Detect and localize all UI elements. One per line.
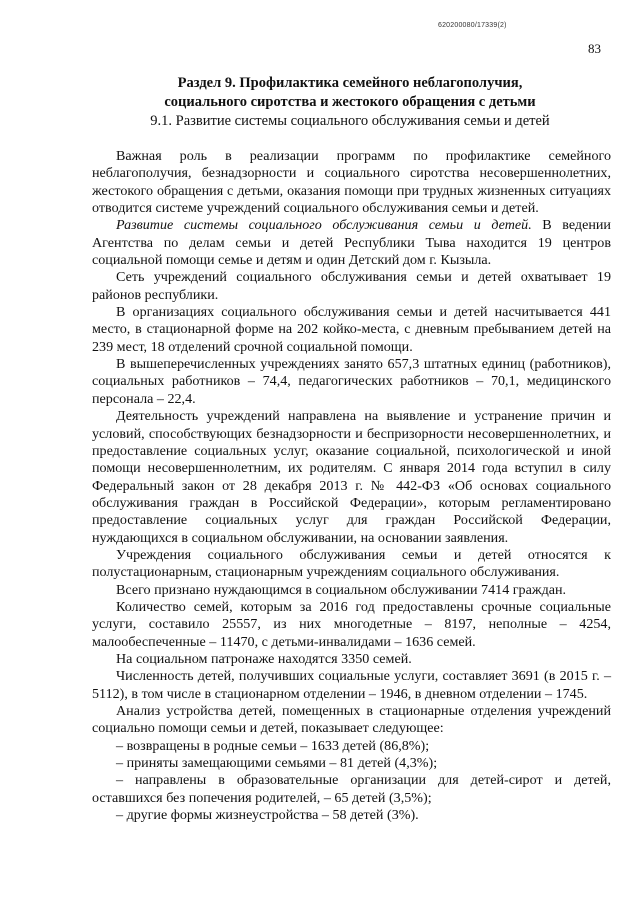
list-item: – возвращены в родные семьи – 1633 детей (86,8%); [116,737,430,754]
paragraph-children-count: Численность детей, получивших социальные услуги, составляет 3691 (в 2015 г. – 5112), в том числе в стационарном отделении – 1946, в дневном отделении – 1745. [92,668,611,702]
paragraph-patronage: На социальном патронаже находятся 3350 семей. [116,650,412,667]
paragraph-families-count: Количество семей, которым за 2016 год предоставлены срочные социальные услуги, составило 25557, из них многодетные – 8197, неполные – 4254, малообеспеченные – 11470, с детьми-инвалидами – 1636 семей. [92,598,611,650]
development-rest: В ведении Агентства по делам семьи и детей Республики Тыва находится 19 центров социальной помощи семье и детям и один Детский дом г. Кызыла. [92,217,611,269]
paragraph-institution-types: Учреждения социального обслуживания семьи и детей относятся к полустационарным, стационарным учреждениям социального обслуживания. [92,546,611,581]
paragraph-activity: Деятельность учреждений направлена на выявление и устранение причин и условий, способствующих безнадзорности и беспризорности несовершеннолетних, и предоставление социальных услуг, оказание социальной, психологической и иной помощи несовершеннолетним, их родителям. С января 2014 года вступил в силу Федеральный закон от 28 декабря 2013 г. № 442-ФЗ «Об основах социального обслуживания граждан в Российской Федерации», которым регламентировано предоставление социальных услуг для граждан Российской Федерации, нуждающихся в социальном обслуживании, на основании заявления. [92,408,611,546]
list-item: – другие формы жизнеустройства – 58 детей (3%). [116,807,419,824]
page-number: 83 [588,41,601,56]
development-italic: Развитие системы социального обслуживания семьи и детей. [116,217,532,234]
paragraph-recognized: Всего признано нуждающимся в социальном обслуживании 7414 граждан. [116,581,567,598]
document-body [92,148,611,824]
paragraph-intro: Важная роль в реализации программ по профилактике семейного неблагополучия, безнадзорности и социального сиротства несовершеннолетних, жестокого обращения с детьми, оказания помощи при трудных жизненных ситуациях отводится системе учреждений социального обслуживания семьи и детей. [92,148,611,217]
paragraph-analysis: Анализ устройства детей, помещенных в стационарные отделения учреждений социально помощи семьи и детей, показывает следующее: [92,703,611,737]
subsection-title: 9.1. Развитие системы социального обслуживания семьи и детей [150,113,550,129]
section-title-line1: Раздел 9. Профилактика семейного неблагополучия, [177,75,523,91]
paragraph-staff: В вышеперечисленных учреждениях занято 657,3 штатных единиц (работников), социальных работников – 74,4, педагогических работников – 70,1, медицинского персонала – 22,4. [92,356,611,407]
section-title-line2: социального сиротства и жестокого обращения с детьми [164,94,536,110]
paragraph-places: В организациях социального обслуживания семьи и детей насчитывается 441 место, в стационарной форме на 202 койко-места, с дневным пребыванием детей на 239 мест, 18 отделений срочной социальной помощи. [92,304,611,355]
list-item: – приняты замещающими семьями – 81 детей (4,3%); [116,755,438,772]
list-item: – направлены в образовательные организации для детей-сирот и детей, оставшихся без попечения родителей, – 65 детей (3,5%); [92,772,611,806]
paragraph-network: Сеть учреждений социального обслуживания семьи и детей охватывает 19 районов республики. [92,269,611,303]
section-heading [90,74,610,131]
document-code: 620200080/17339(2) [438,22,507,29]
paragraph-development [92,217,611,269]
